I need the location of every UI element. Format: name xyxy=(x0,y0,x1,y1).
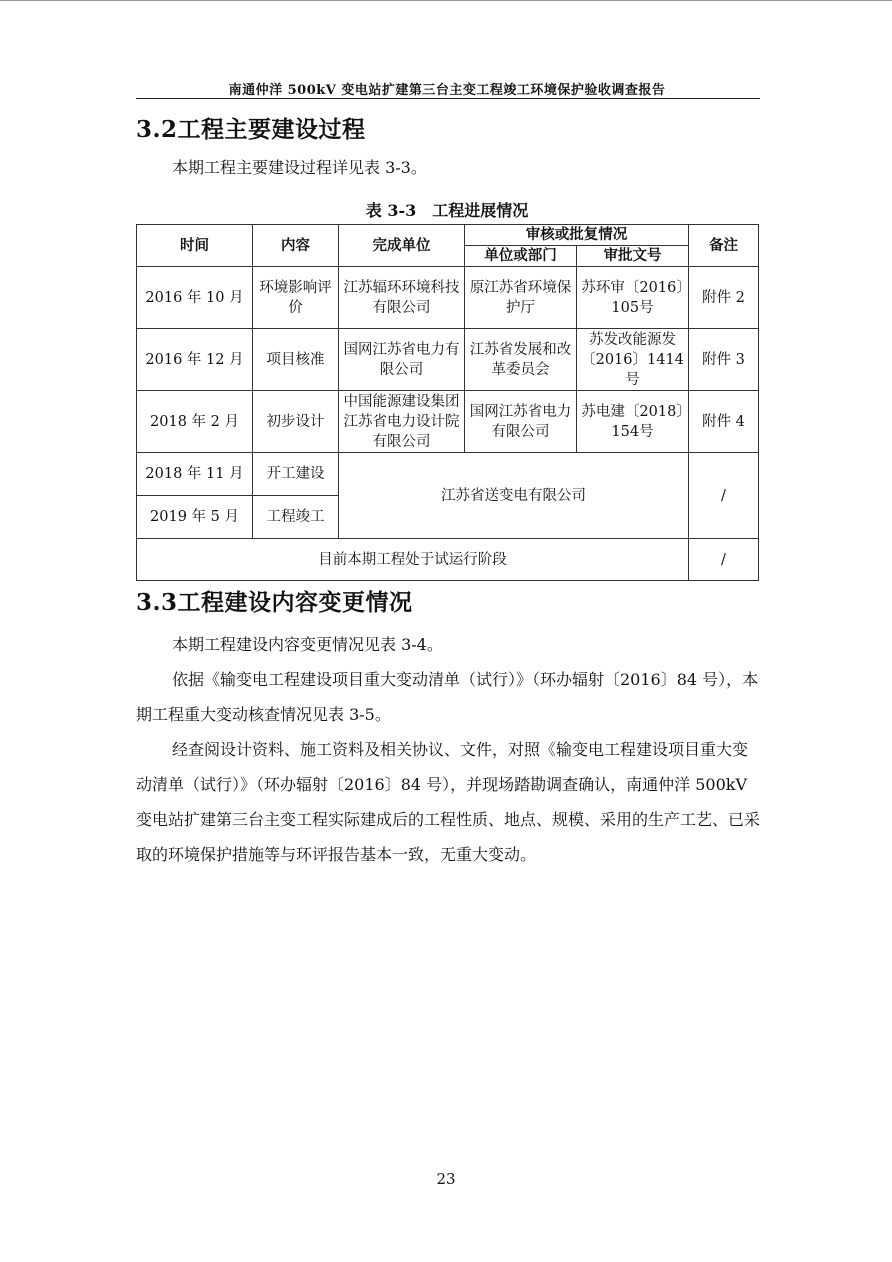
cell-construction-unit: 江苏省送变电有限公司 xyxy=(339,453,689,539)
header-content: 内容 xyxy=(253,225,339,267)
table-row xyxy=(137,539,759,581)
cell-content: 工程竣工 xyxy=(253,496,339,539)
cell-approval-doc: 苏电建〔2018〕154号 xyxy=(577,391,689,453)
header-approval-doc: 审批文号 xyxy=(577,246,689,267)
cell-content: 项目核准 xyxy=(253,329,339,391)
section-3-3-para-3: 经查阅设计资料、施工资料及相关协议、文件，对照《输变电工程建设项目重大变动清单（试行）》（环办辐射〔2016〕84 号），并现场踏勘调查确认，南通仲洋 500kV 变电站扩建第三台主变工程实际建成后的工程性质、地点、规模、采用的生产工艺、已采取的环境保护措施等与环评报告基本一致，无重大变动。 xyxy=(136,740,761,864)
section-3-3-para-2: 依据《输变电工程建设项目重大变动清单（试行）》（环办辐射〔2016〕84 号），本期工程重大变动核查情况见表 3-5。 xyxy=(136,670,759,724)
cell-approval-doc: 苏发改能源发〔2016〕1414号 xyxy=(577,329,689,391)
section-3-3-para-1: 本期工程建设内容变更情况见表 3-4。 xyxy=(172,635,443,654)
table-row xyxy=(137,267,759,329)
cell-time: 2016 年 10 月 xyxy=(137,267,253,329)
cell-construction-remark: / xyxy=(689,453,759,539)
section-heading-3-3: 3.3工程建设内容变更情况 xyxy=(136,589,413,616)
header-remark: 备注 xyxy=(689,225,759,267)
cell-approval-unit: 国网江苏省电力有限公司 xyxy=(465,391,577,453)
table-row xyxy=(137,391,759,453)
section-heading-3-2: 3.2工程主要建设过程 xyxy=(136,116,366,143)
cell-approval-doc: 苏环审〔2016〕105号 xyxy=(577,267,689,329)
header-divider xyxy=(136,98,760,99)
cell-time: 2018 年 2 月 xyxy=(137,391,253,453)
cell-approval-unit: 原江苏省环境保护厅 xyxy=(465,267,577,329)
cell-remark: 附件 4 xyxy=(689,391,759,453)
cell-remark: 附件 2 xyxy=(689,267,759,329)
cell-time: 2019 年 5 月 xyxy=(137,496,253,539)
cell-status-remark: / xyxy=(689,539,759,581)
cell-status-text: 目前本期工程处于试运行阶段 xyxy=(137,539,689,581)
header-approval-group: 审核或批复情况 xyxy=(465,225,689,246)
cell-time: 2018 年 11 月 xyxy=(137,453,253,496)
cell-remark: 附件 3 xyxy=(689,329,759,391)
table-caption: 表 3-3 工程进展情况 xyxy=(365,201,529,220)
cell-completed-by: 江苏辐环环境科技有限公司 xyxy=(339,267,465,329)
cell-time: 2016 年 12 月 xyxy=(137,329,253,391)
header-time: 时间 xyxy=(137,225,253,267)
table-row xyxy=(137,329,759,391)
header-approval-unit: 单位或部门 xyxy=(465,246,577,267)
running-header-title: 南通仲洋 500kV 变电站扩建第三台主变工程竣工环境保护验收调查报告 xyxy=(228,83,666,98)
cell-content: 开工建设 xyxy=(253,453,339,496)
cell-approval-unit: 江苏省发展和改革委员会 xyxy=(465,329,577,391)
cell-content: 初步设计 xyxy=(253,391,339,453)
cell-content: 环境影响评价 xyxy=(253,267,339,329)
cell-completed-by: 中国能源建设集团江苏省电力设计院有限公司 xyxy=(339,391,465,453)
progress-table xyxy=(136,224,759,581)
cell-completed-by: 国网江苏省电力有限公司 xyxy=(339,329,465,391)
table-row xyxy=(137,453,759,496)
section-3-2-intro: 本期工程主要建设过程详见表 3-3。 xyxy=(172,158,427,177)
page-top-border xyxy=(0,0,892,1)
page-number: 23 xyxy=(436,1170,456,1188)
header-completed-by: 完成单位 xyxy=(339,225,465,267)
